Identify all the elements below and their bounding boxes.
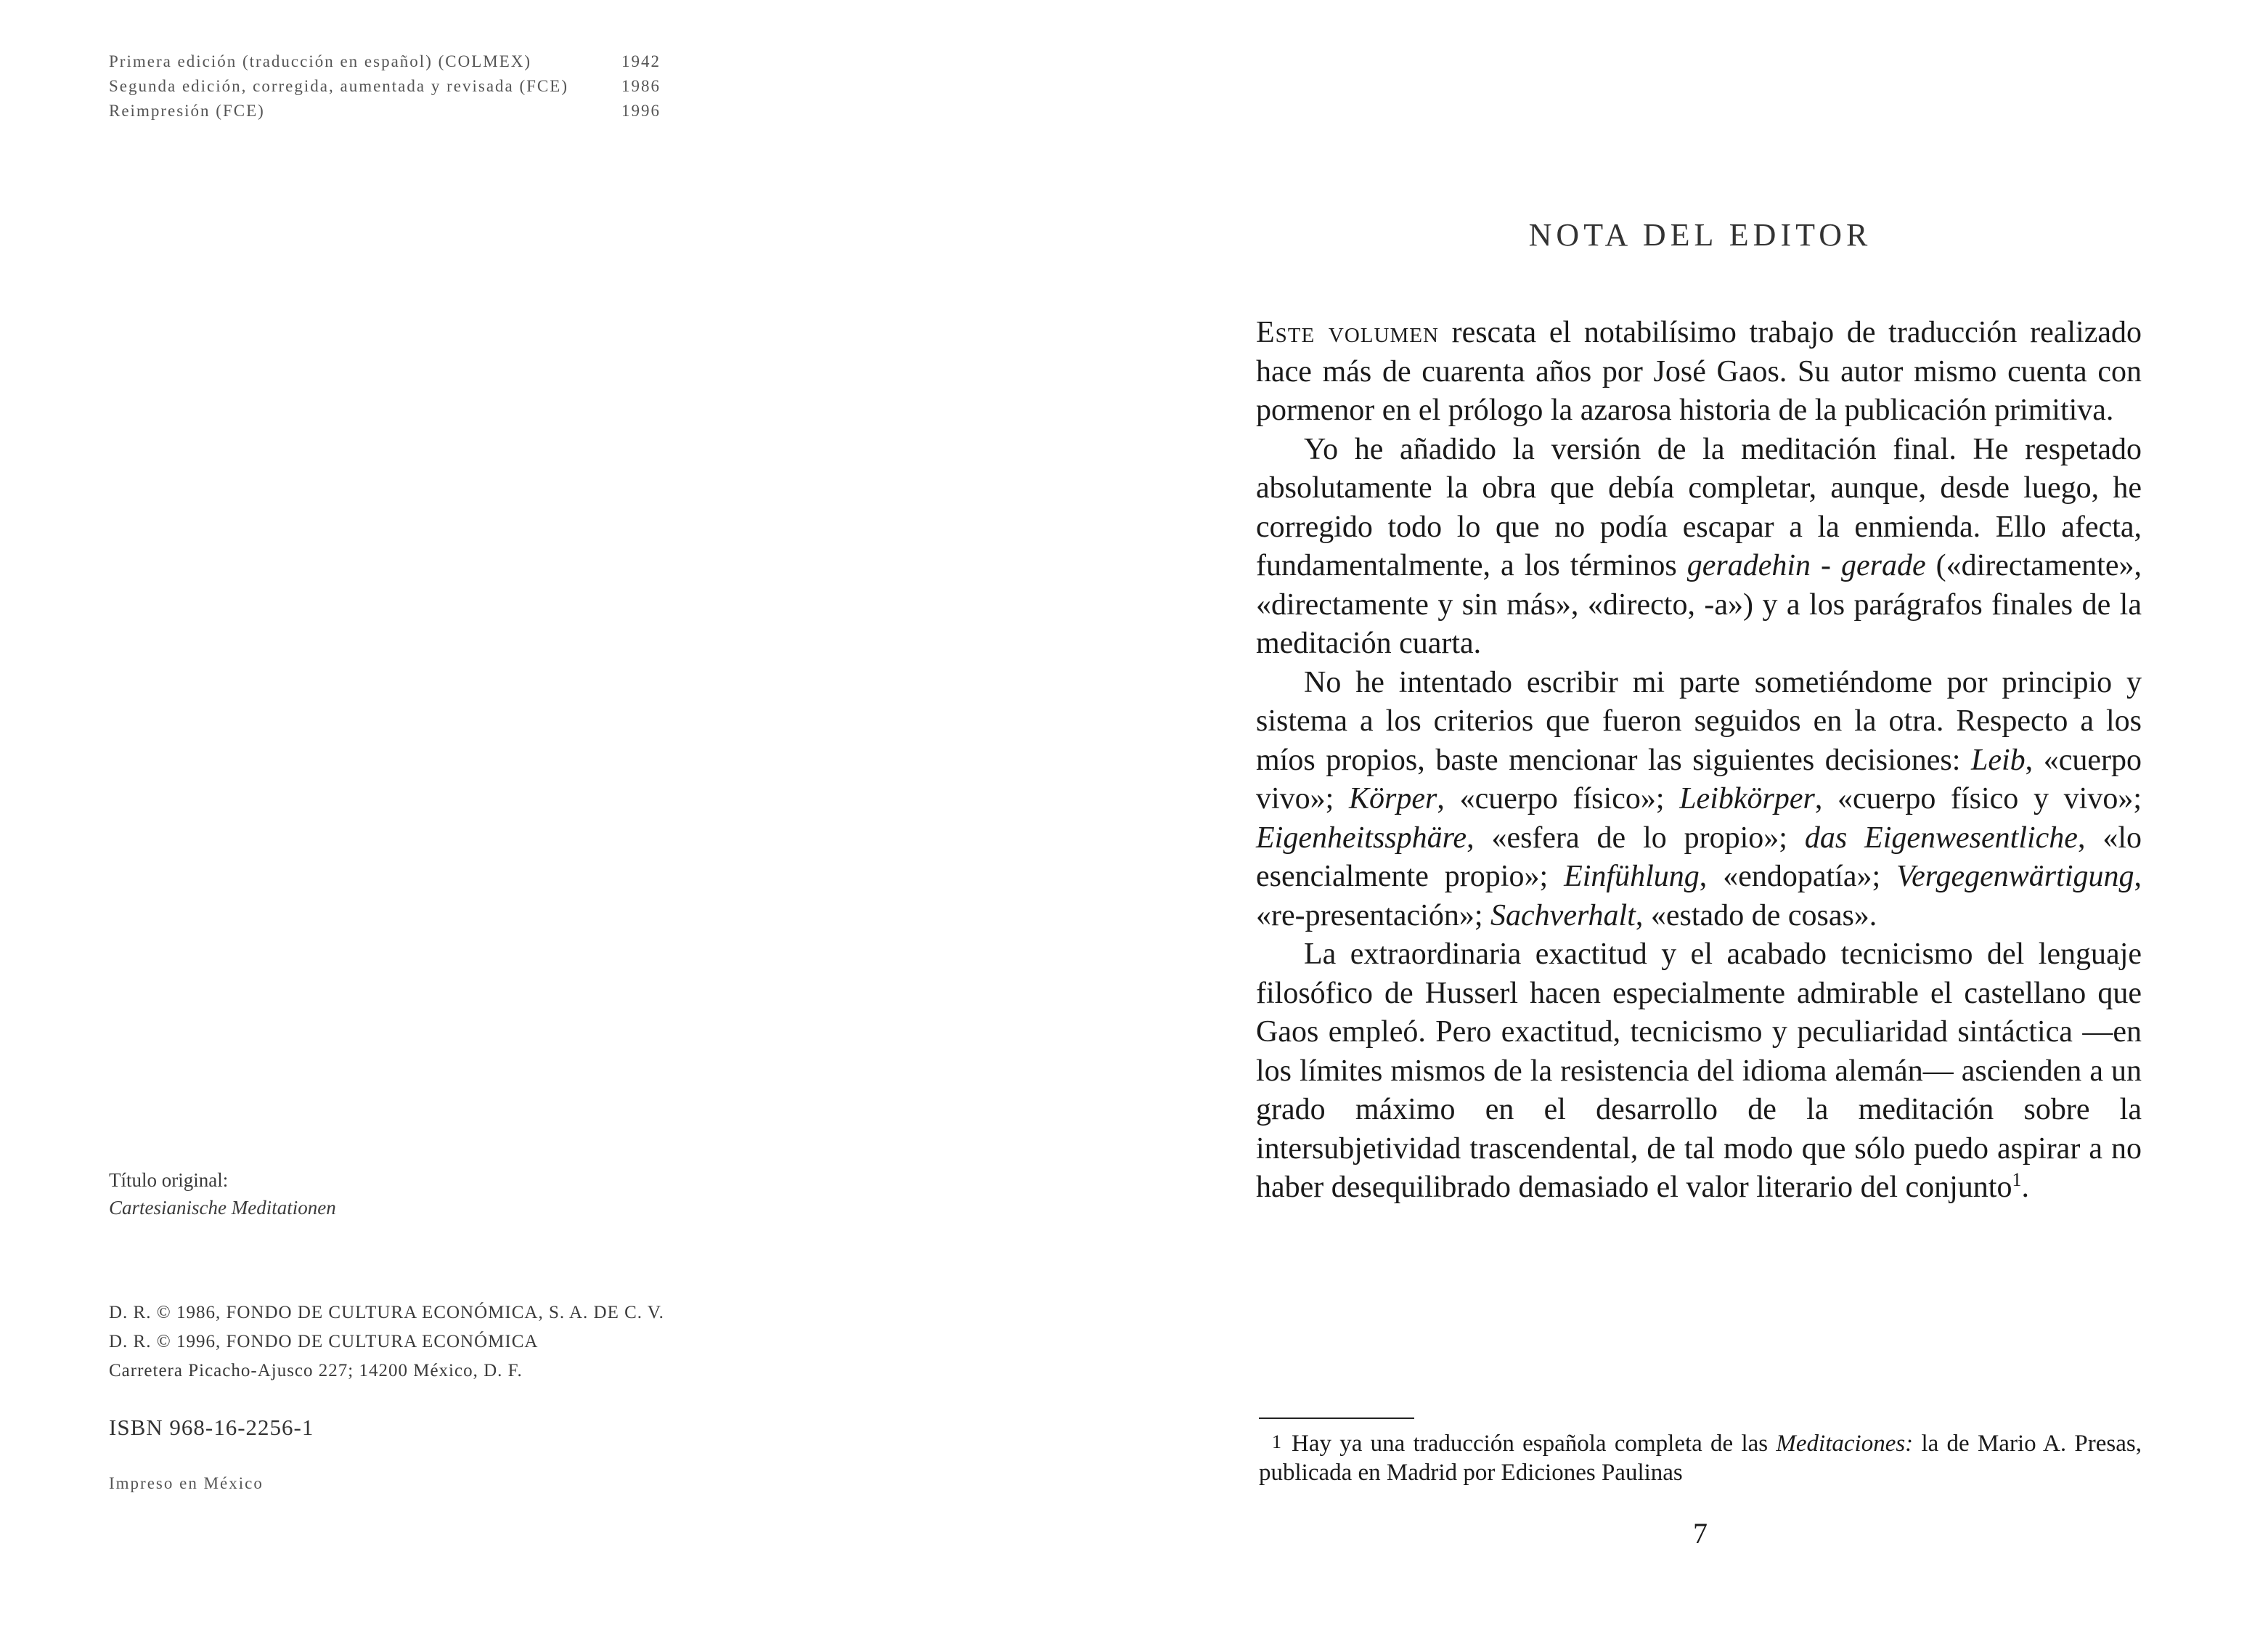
german-term: Einfühlung [1564, 860, 1700, 893]
edition-year: 1996 [621, 102, 661, 120]
copyright-page [0, 0, 1133, 1631]
edition-year: 1942 [621, 52, 661, 70]
footnote-divider [1259, 1418, 1414, 1419]
lead-in: Este volumen [1256, 316, 1439, 349]
translation: , «cuerpo físico»; [1437, 782, 1680, 816]
original-title: Cartesianische Meditationen [109, 1197, 336, 1219]
copyright-notice [109, 1298, 664, 1386]
translation: , «cuerpo físico y vivo»; [1814, 782, 2142, 816]
edition-text: Reimpresión (FCE) [109, 102, 265, 120]
paragraph [1256, 314, 2142, 431]
copyright-line: D. R. © 1996, FONDO DE CULTURA ECONÓMICA [109, 1332, 539, 1351]
german-term: Leib [1970, 743, 2026, 777]
edition-text: Segunda edición, corregida, aumentada y revisada (FCE) [109, 77, 568, 95]
german-term: Körper [1349, 782, 1437, 816]
edition-line [109, 99, 661, 123]
footnote-reference[interactable]: 1 [2012, 1169, 2022, 1190]
paragraph-text: No he intentado escribir mi parte sometiéndome por principio y sistema a los criterios que fueron seguidos en la otra. Respecto a los míos propios, baste mencionar las siguientes decisiones: [1256, 665, 2142, 777]
translation: , «estado de cosas». [1635, 898, 1877, 932]
edition-history [109, 49, 661, 123]
paragraph-text: («directamente», «directamente y sin más», «directo, -a») y a los parágrafos finales de la meditación cuarta. [1256, 549, 2142, 660]
paragraph-text: La extraordinaria exactitud y el acabado tecnicismo del lenguaje filosófico de Husserl hacen especialmente admirable el castellano que Gaos empleó. Pero exactitud, tecnicismo y peculiaridad sintáctica —en los límites mismos de la resistencia del idioma alemán— ascienden a un grado máximo en el desarrollo de la meditación sobre la intersubjetividad trascendental, de tal modo que sólo puedo aspirar a no haber desequilibrado demasiado el valor literario del conjunto [1256, 937, 2142, 1204]
original-title-block [109, 1166, 336, 1221]
paragraph [1256, 431, 2142, 664]
edition-year: 1986 [621, 77, 661, 95]
paragraph-text: rescata el notabilísimo trabajo de traducción realizado hace más de cuarenta años por José Gaos. Su autor mismo cuenta con pormenor en el prólogo la azarosa historia de la publicación primitiva. [1256, 316, 2142, 427]
edition-line [109, 74, 661, 99]
footnote-italic: Meditaciones: [1776, 1431, 1914, 1457]
footnote [1259, 1428, 2142, 1487]
printed-in: Impreso en México [109, 1474, 264, 1492]
paragraph-end: . [2021, 1171, 2029, 1204]
translation: , «lo esencialmente propio»; [1256, 821, 2142, 893]
translation: , «esfera de lo propio»; [1467, 821, 1805, 855]
footnote-number: 1 [1272, 1431, 1281, 1452]
german-term: Vergegenwärtigung [1896, 860, 2134, 893]
german-term: Leibkörper [1679, 782, 1815, 816]
copyright-line: D. R. © 1986, FONDO DE CULTURA ECONÓMICA, S. A. DE C. V. [109, 1303, 664, 1322]
editor-note-page [1133, 0, 2268, 1631]
footnote-text: la de Mario A. Presas, publicada en Madrid por Ediciones Paulinas [1259, 1431, 2142, 1486]
note-body [1256, 314, 2142, 1208]
footnote-text: Hay ya una traducción española completa de las [1292, 1431, 1777, 1457]
german-term: Eigenheitssphäre [1256, 821, 1467, 855]
page-number: 7 [1693, 1517, 1708, 1550]
chapter-title: NOTA DEL EDITOR [1528, 217, 1872, 253]
paragraph [1256, 664, 2142, 936]
german-term: das Eigenwesentliche [1804, 821, 2078, 855]
edition-line [109, 49, 661, 74]
original-title-label: Título original: [109, 1169, 229, 1191]
german-term: geradehin - gerade [1686, 549, 1926, 582]
isbn: ISBN 968-16-2256-1 [109, 1415, 314, 1440]
publisher-address: Carretera Picacho-Ajusco 227; 14200 México, D. F. [109, 1361, 523, 1380]
paragraph [1256, 935, 2142, 1208]
paragraph-text: Yo he añadido la versión de la meditación final. He respetado absolutamente la obra que debía completar, aunque, desde luego, he corregido todo lo que no podía escapar a la enmienda. Ello afecta, fundamentalmente, a los términos [1256, 432, 2142, 582]
edition-text: Primera edición (traducción en español) (COLMEX) [109, 52, 532, 70]
translation: , «re-presentación»; [1256, 860, 2142, 932]
translation: , «endopatía»; [1699, 860, 1897, 893]
german-term: Sachverhalt [1490, 898, 1636, 932]
translation: , «cuerpo vivo»; [1256, 743, 2142, 816]
